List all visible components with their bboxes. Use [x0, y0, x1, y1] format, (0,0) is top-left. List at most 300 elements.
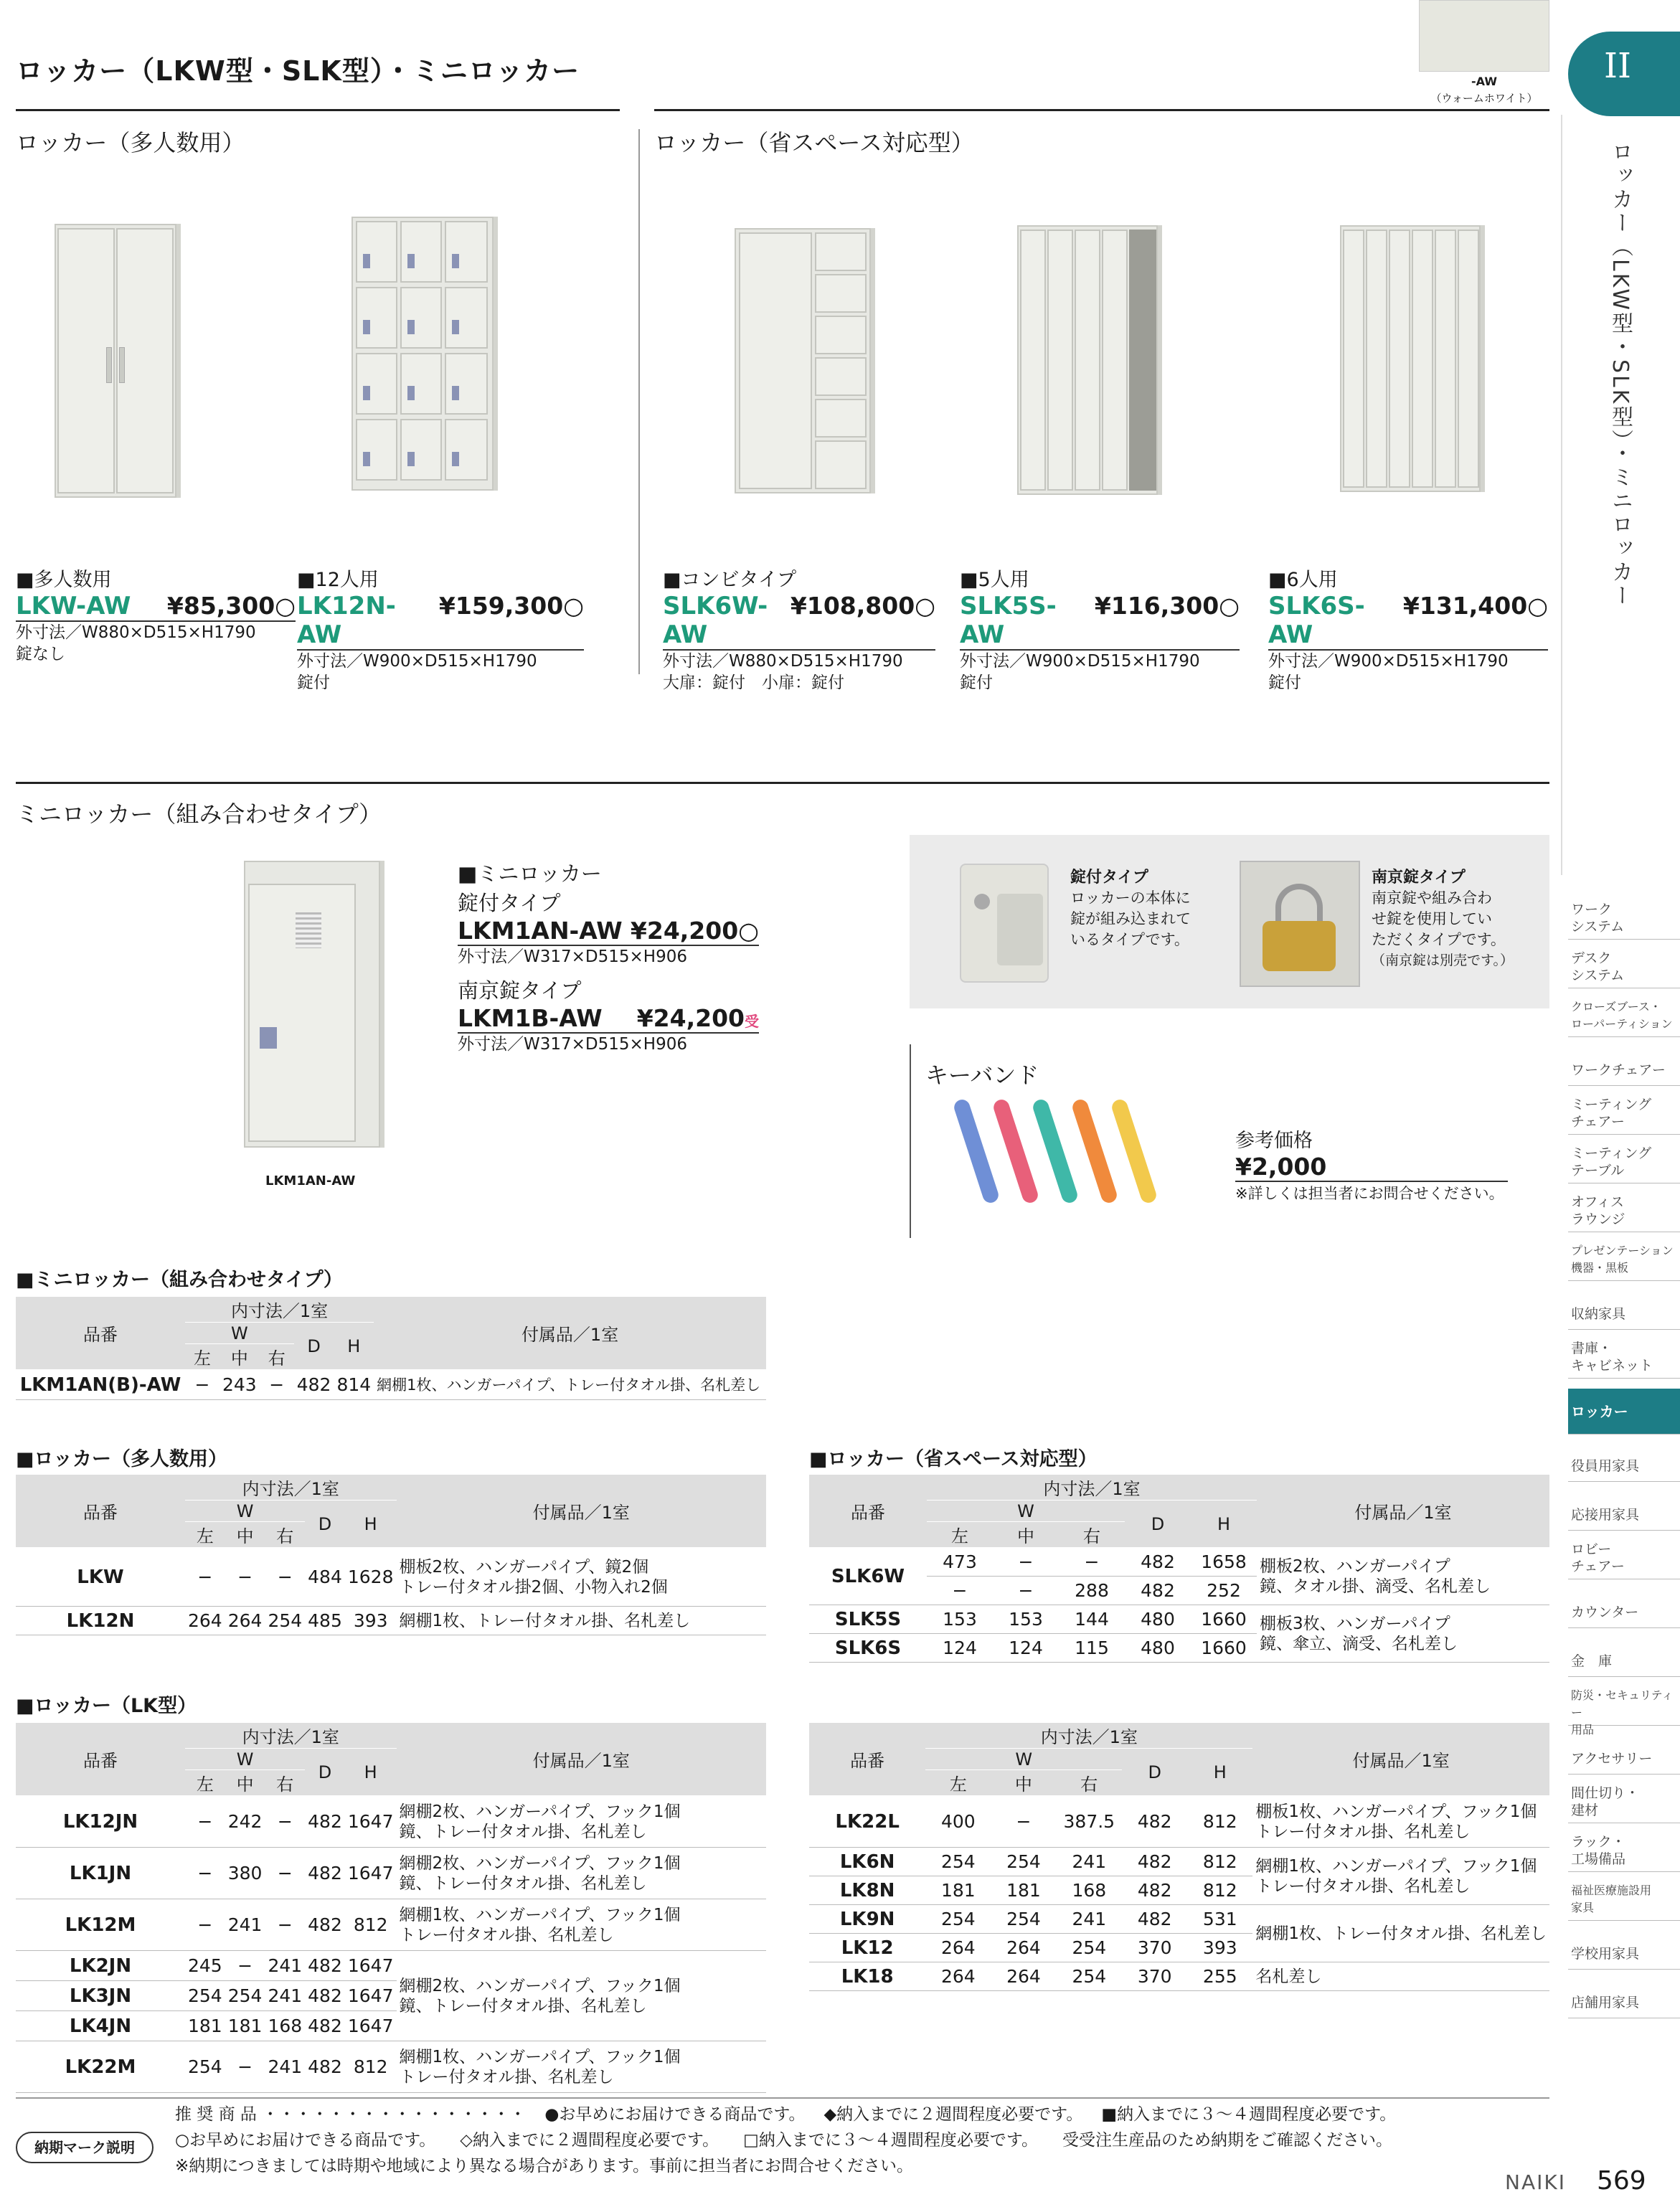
th-right: 右	[265, 1770, 305, 1796]
th-h: H	[334, 1323, 374, 1370]
acc-line: 網棚1枚、ハンガーパイプ、フック1個	[1255, 1856, 1537, 1876]
cell: −	[185, 1370, 220, 1400]
cell: 264	[225, 1607, 265, 1635]
title-rule-right	[654, 109, 1549, 111]
table-space	[809, 1475, 1549, 1663]
th-acc: 付属品／1室	[397, 1723, 767, 1796]
th-d: D	[294, 1323, 334, 1370]
cell: 473	[927, 1548, 993, 1577]
acc-line: 鏡、傘立、滴受、名札差し	[1260, 1634, 1458, 1653]
keyband-band-4	[1070, 1097, 1118, 1204]
cell: 482	[305, 1899, 345, 1951]
cell: 264	[185, 1607, 225, 1635]
sidebar-item-storage[interactable]: 収納家具	[1568, 1291, 1680, 1330]
legend-note: ※納期につきましては時期や地域により異なる場合があります。事前に担当者にお問合せください。	[175, 2157, 913, 2175]
cell: 1660	[1191, 1634, 1257, 1663]
cell: 482	[305, 1951, 345, 1981]
lock-type-a-title: 錠付タイプ	[1070, 869, 1148, 887]
table-row	[16, 1370, 766, 1400]
lock-text-line: いるタイプです。	[1070, 931, 1189, 948]
delivery-mark: ○	[738, 917, 759, 945]
lock-type-b-text	[1372, 888, 1514, 971]
cell: 1647	[345, 2011, 397, 2041]
mini-sub1: 錠付タイプ	[458, 891, 561, 915]
cell: 482	[1122, 1796, 1187, 1848]
product-dims: 外寸法／W900×D515×H1790	[1268, 652, 1509, 671]
color-name: （ウォームホワイト）	[1430, 92, 1538, 105]
acc-line: 棚板3枚、ハンガーパイプ	[1260, 1614, 1450, 1633]
mini-image-caption: LKM1AN-AW	[265, 1173, 356, 1189]
product-note: 大扉：錠付 小扉：錠付	[663, 674, 844, 692]
cell: 181	[925, 1876, 991, 1905]
sidebar-item-reception[interactable]: 応接用家具	[1568, 1492, 1680, 1531]
cell: 482	[305, 1981, 345, 2011]
table-row	[809, 1796, 1549, 1848]
cell: 814	[334, 1370, 374, 1400]
th-h: H	[345, 1749, 397, 1796]
table-row	[809, 1605, 1549, 1634]
delivery-legend	[175, 2102, 1396, 2179]
cell: 288	[1059, 1577, 1125, 1605]
cell	[397, 1548, 767, 1607]
cell: 254	[225, 1981, 265, 2011]
th-right: 右	[260, 1344, 294, 1370]
mini-dims2: 外寸法／W317×D515×H906	[458, 1035, 687, 1054]
cell: 812	[345, 1899, 397, 1951]
side-divider	[1561, 115, 1562, 875]
section-space-heading: ロッカー（省スペース対応型）	[654, 129, 974, 156]
lk12n-locker-image	[351, 217, 494, 491]
th-left: 左	[185, 1770, 225, 1796]
cell: LKW	[16, 1548, 185, 1607]
keyband-band-5	[1110, 1097, 1158, 1204]
cell: −	[993, 1577, 1059, 1605]
cell: 245	[185, 1951, 225, 1981]
table-row	[809, 1848, 1549, 1876]
keyband-band-3	[1031, 1097, 1079, 1204]
table-multi	[16, 1475, 766, 1635]
cell: 241	[265, 1981, 305, 2011]
product-slk6s	[1268, 564, 1548, 694]
product-price: ¥131,400	[1402, 592, 1528, 620]
cell: 387.5	[1056, 1796, 1122, 1848]
th-mid: 中	[225, 1522, 265, 1548]
lock-text-line: （南京錠は別売です。）	[1372, 953, 1514, 968]
th-left: 左	[927, 1522, 993, 1548]
keyband-price-block	[1235, 1125, 1508, 1204]
keyband-band-1	[952, 1097, 1000, 1204]
cell: −	[265, 1848, 305, 1899]
acc-line: 網棚1枚、ハンガーパイプ、フック1個	[399, 1905, 681, 1924]
cell: 254	[991, 1905, 1056, 1934]
sidebar-item-booth[interactable]: クローズブース・ ローパーティション	[1568, 998, 1680, 1037]
chapter-number: II	[1604, 46, 1631, 86]
cell: 254	[1056, 1962, 1122, 1991]
cell: 254	[925, 1848, 991, 1876]
brand-name: NAIKI	[1505, 2170, 1566, 2194]
cell: 241	[225, 1899, 265, 1951]
cell: 網棚1枚、ハンガーパイプ、トレー付タオル掛、名札差し	[374, 1370, 766, 1400]
table-row	[16, 1607, 766, 1635]
cell: 482	[1125, 1577, 1191, 1605]
legend-3to4weeks-recommended: ■納入までに３～４週間程度必要です。	[1101, 2105, 1397, 2124]
product-lk12n	[297, 564, 584, 694]
cell: 1647	[345, 1848, 397, 1899]
mini-section-rule	[16, 782, 1549, 784]
mini-model2: LKM1B-AW	[458, 1004, 603, 1032]
cell: 482	[305, 1848, 345, 1899]
cell: 241	[1056, 1905, 1122, 1934]
acc-line: 網棚1枚、ハンガーパイプ、フック1個	[399, 2047, 681, 2066]
slk5s-locker-image	[1017, 225, 1158, 495]
cell: 482	[1122, 1905, 1187, 1934]
cell	[397, 1848, 767, 1899]
lock-text-line: ロッカーの本体に	[1070, 889, 1191, 907]
mini-model1: LKM1AN-AW	[458, 917, 623, 945]
th-code: 品番	[809, 1475, 927, 1548]
sidebar-item-lounge[interactable]: オフィス ラウンジ	[1568, 1194, 1680, 1232]
cell: −	[225, 2041, 265, 2093]
cell: 393	[1187, 1934, 1252, 1962]
th-d: D	[305, 1749, 345, 1796]
cell: −	[1059, 1548, 1125, 1577]
delivery-mark: ○	[915, 592, 935, 620]
acc-line: トレー付タオル掛、名札差し	[1255, 1822, 1471, 1841]
table-lk-title: ■ロッカー（LK型）	[16, 1695, 197, 1717]
cell: 241	[265, 1951, 305, 1981]
cell: LK12M	[16, 1899, 185, 1951]
product-price: ¥85,300	[166, 592, 275, 620]
cell: 400	[925, 1796, 991, 1848]
table-multi-title: ■ロッカー（多人数用）	[16, 1448, 227, 1470]
cell: 482	[1122, 1876, 1187, 1905]
cell: −	[185, 1848, 225, 1899]
cell: 531	[1187, 1905, 1252, 1934]
color-swatch	[1419, 0, 1549, 72]
product-note: 錠付	[297, 674, 330, 692]
sidebar-item-safe[interactable]: 金 庫	[1568, 1638, 1680, 1677]
legend-2weeks: ◇納入までに２週間程度必要です。	[460, 2131, 719, 2150]
padlock-image	[1240, 861, 1360, 987]
product-note: 錠付	[1268, 674, 1301, 692]
keyband-band-2	[991, 1097, 1039, 1204]
cell: 482	[305, 1796, 345, 1848]
cell: 115	[1059, 1634, 1125, 1663]
cell: 124	[927, 1634, 993, 1663]
slk6w-locker-image	[735, 228, 871, 493]
th-right: 右	[1056, 1770, 1122, 1796]
product-category: ■多人数用	[16, 569, 112, 591]
table-lk	[16, 1723, 766, 2093]
th-w: W	[927, 1501, 1125, 1522]
lock-text-line: 南京錠や組み合わ	[1372, 889, 1492, 907]
sidebar-item-desk-system[interactable]: デスク システム	[1568, 950, 1680, 988]
legend-2weeks-recommended: ◆納入までに２週間程度必要です。	[824, 2105, 1083, 2124]
cell: −	[185, 1899, 225, 1951]
th-code: 品番	[809, 1723, 925, 1796]
footer-rule	[16, 2097, 1549, 2099]
acc-line: 網棚2枚、ハンガーパイプ、フック1個	[399, 1802, 681, 1821]
cell: 181	[225, 2011, 265, 2041]
cell: 812	[1187, 1796, 1252, 1848]
cell	[1252, 1848, 1549, 1905]
cell: 264	[991, 1962, 1056, 1991]
th-acc: 付属品／1室	[397, 1475, 767, 1548]
cell: −	[185, 1796, 225, 1848]
cell: LK9N	[809, 1905, 925, 1934]
th-mid: 中	[991, 1770, 1056, 1796]
cell: 241	[265, 2041, 305, 2093]
page-title: ロッカー（LKW型・SLK型）・ミニロッカー	[16, 55, 580, 87]
cell: 485	[305, 1607, 345, 1635]
cell: 名札差し	[1252, 1962, 1549, 1991]
cell: 370	[1122, 1962, 1187, 1991]
sidebar-item-welfare[interactable]: 福祉医療施設用 家具	[1568, 1882, 1680, 1921]
cell: 254	[185, 1981, 225, 2011]
cell: 264	[925, 1934, 991, 1962]
sidebar-item-cabinet[interactable]: 書庫・ キャビネット	[1568, 1340, 1680, 1379]
cell: −	[993, 1548, 1059, 1577]
product-dims: 外寸法／W880×D515×H1790	[16, 623, 256, 642]
cell: 153	[993, 1605, 1059, 1634]
table-row	[16, 2041, 766, 2093]
product-model: SLK6S-AW	[1268, 592, 1365, 649]
sidebar-item-meeting-chair[interactable]: ミーティング チェアー	[1568, 1096, 1680, 1135]
cell: 254	[925, 1905, 991, 1934]
cell: −	[991, 1796, 1056, 1848]
color-code: -AW	[1471, 75, 1497, 88]
product-slk6w	[663, 564, 935, 694]
legend-3to4weeks: □納入までに３～４週間程度必要です。	[743, 2131, 1038, 2150]
acc-line: 網棚2枚、ハンガーパイプ、フック1個	[399, 1976, 681, 1995]
th-inner: 内寸法／1室	[185, 1297, 374, 1323]
cell	[1257, 1548, 1549, 1605]
cell: LK2JN	[16, 1951, 185, 1981]
sidebar-item-work-system[interactable]: ワーク システム	[1568, 901, 1680, 940]
cell: 181	[991, 1876, 1056, 1905]
page-number: 569	[1597, 2166, 1646, 2196]
cell: 242	[225, 1796, 265, 1848]
cell: LK4JN	[16, 2011, 185, 2041]
product-model: LK12N-AW	[297, 592, 396, 649]
table-row	[16, 1848, 766, 1899]
product-dims: 外寸法／W880×D515×H1790	[663, 652, 903, 671]
cell: SLK5S	[809, 1605, 927, 1634]
cell: −	[927, 1577, 993, 1605]
cell: −	[265, 1796, 305, 1848]
lock-text-line: 錠が組み込まれて	[1070, 910, 1191, 927]
delivery-mark: ○	[563, 592, 584, 620]
table-mini	[16, 1297, 766, 1400]
product-price: ¥159,300	[438, 592, 564, 620]
keyband-ref-label: 参考価格	[1235, 1130, 1313, 1152]
keyband-image	[968, 1097, 1184, 1241]
section-divider	[638, 129, 640, 674]
sidebar-item-meeting-table[interactable]: ミーティング テーブル	[1568, 1145, 1680, 1183]
mini-locker-image	[244, 861, 380, 1148]
th-mid: 中	[225, 1770, 265, 1796]
cell: 1660	[1191, 1605, 1257, 1634]
cell: −	[265, 1899, 305, 1951]
cell: 144	[1059, 1605, 1125, 1634]
th-d: D	[1122, 1749, 1187, 1796]
sidebar-item-locker[interactable]: ロッカー	[1568, 1389, 1680, 1435]
product-category: ■コンビタイプ	[663, 569, 797, 591]
title-rule	[16, 109, 620, 111]
cell: SLK6S	[809, 1634, 927, 1663]
th-inner: 内寸法／1室	[185, 1475, 397, 1501]
cell: −	[260, 1370, 294, 1400]
sidebar-item-executive[interactable]: 役員用家具	[1568, 1443, 1680, 1482]
lock-text-line: ただくタイプです。	[1372, 931, 1506, 948]
cell: −	[265, 1548, 305, 1607]
lock-text-line: せ錠を使用してい	[1372, 910, 1492, 927]
legend-fast: ○お早めにお届けできる商品です。	[175, 2131, 436, 2150]
cell: 1647	[345, 1951, 397, 1981]
th-w: W	[185, 1323, 294, 1344]
product-category: ■5人用	[960, 569, 1029, 591]
cell	[397, 2041, 767, 2093]
acc-line: トレー付タオル掛、名札差し	[1255, 1876, 1471, 1896]
cell: −	[225, 1951, 265, 1981]
cell: LK8N	[809, 1876, 925, 1905]
table-row	[809, 1962, 1549, 1991]
cell: 241	[1056, 1848, 1122, 1876]
cell: LK12N	[16, 1607, 185, 1635]
cell: LK3JN	[16, 1981, 185, 2011]
th-d: D	[305, 1501, 345, 1548]
sidebar-item-accessory[interactable]: アクセサリー	[1568, 1736, 1680, 1775]
cell: LK18	[809, 1962, 925, 1991]
cell: 124	[993, 1634, 1059, 1663]
th-h: H	[1191, 1501, 1257, 1548]
acc-line: 棚板2枚、ハンガーパイプ、鏡2個	[399, 1557, 649, 1577]
acc-line: 棚板2枚、ハンガーパイプ	[1260, 1556, 1450, 1576]
mini-product-block	[458, 858, 759, 1055]
section-mini-heading: ミニロッカー（組み合わせタイプ）	[16, 800, 382, 828]
cell: 264	[991, 1934, 1056, 1962]
cell: 153	[927, 1605, 993, 1634]
acc-line: トレー付タオル掛、名札差し	[399, 1925, 614, 1945]
cell: LK6N	[809, 1848, 925, 1876]
cell: 168	[265, 2011, 305, 2041]
cell: LK12JN	[16, 1796, 185, 1848]
th-w: W	[925, 1749, 1122, 1770]
table-row	[16, 1796, 766, 1848]
th-code: 品番	[16, 1723, 185, 1796]
sidebar-item-presentation[interactable]: プレゼンテーション 機器・黒板	[1568, 1242, 1680, 1281]
cell: 254	[991, 1848, 1056, 1876]
cell: −	[185, 1548, 225, 1607]
delivery-mark: ○	[1527, 592, 1548, 620]
sidebar-item-rack[interactable]: ラック・ 工場備品	[1568, 1833, 1680, 1872]
product-model: LKW-AW	[16, 592, 131, 620]
lock-type-a-image	[960, 864, 1049, 983]
sidebar-item-lobby-chair[interactable]: ロビー チェアー	[1568, 1541, 1680, 1579]
cell: 255	[1187, 1962, 1252, 1991]
cell: 243	[220, 1370, 260, 1400]
cell: 370	[1122, 1934, 1187, 1962]
side-vertical-title: ロッカー（LKW型・SLK型）・ミニロッカー	[1608, 141, 1633, 608]
th-code: 品番	[16, 1297, 185, 1370]
sidebar-item-counter[interactable]: カウンター	[1568, 1589, 1680, 1628]
th-right: 右	[265, 1522, 305, 1548]
sidebar-item-school[interactable]: 学校用家具	[1568, 1931, 1680, 1970]
acc-line: 鏡、トレー付タオル掛、名札差し	[399, 1822, 647, 1841]
cell: 168	[1056, 1876, 1122, 1905]
cell: 1647	[345, 1981, 397, 2011]
cell: 264	[925, 1962, 991, 1991]
cell: LKM1AN(B)-AW	[16, 1370, 185, 1400]
keyband-divider	[910, 1044, 911, 1238]
product-model: SLK5S-AW	[960, 592, 1057, 649]
cell: 1628	[345, 1548, 397, 1607]
th-left: 左	[185, 1522, 225, 1548]
delivery-mark: 受	[745, 1013, 759, 1030]
table-row	[16, 1899, 766, 1951]
acc-line: トレー付タオル掛、名札差し	[399, 2067, 614, 2087]
cell: 254	[1056, 1934, 1122, 1962]
th-left: 左	[185, 1344, 220, 1370]
table-row	[16, 1951, 766, 1981]
cell: 393	[345, 1607, 397, 1635]
cell: 812	[345, 2041, 397, 2093]
cell: 482	[294, 1370, 334, 1400]
mini-sub2: 南京錠タイプ	[458, 978, 582, 1003]
product-slk5s	[960, 564, 1240, 694]
th-mid: 中	[220, 1344, 260, 1370]
th-mid: 中	[993, 1522, 1059, 1548]
acc-line: 鏡、トレー付タオル掛、名札差し	[399, 1873, 647, 1893]
cell	[397, 1951, 767, 2041]
acc-line: 棚板1枚、ハンガーパイプ、フック1個	[1255, 1802, 1537, 1821]
sidebar-item-work-chair[interactable]: ワークチェアー	[1568, 1047, 1680, 1086]
cell: 482	[1125, 1548, 1191, 1577]
cell: LK22L	[809, 1796, 925, 1848]
delivery-mark: ○	[1219, 592, 1240, 620]
cell: 380	[225, 1848, 265, 1899]
product-category: ■6人用	[1268, 569, 1338, 591]
cell	[397, 1796, 767, 1848]
cell: 812	[1187, 1876, 1252, 1905]
cell: 181	[185, 2011, 225, 2041]
sidebar-item-security[interactable]: 防災・セキュリティー 用品	[1568, 1687, 1680, 1726]
sidebar-item-partition[interactable]: 間仕切り・ 建材	[1568, 1785, 1680, 1823]
mini-price1: ¥24,200	[630, 917, 739, 945]
keyband-price: ¥2,000	[1235, 1153, 1508, 1182]
lock-info-box	[910, 835, 1549, 1008]
mini-price2: ¥24,200	[636, 1004, 745, 1032]
sidebar-item-store[interactable]: 店舗用家具	[1568, 1980, 1680, 2018]
product-price: ¥116,300	[1094, 592, 1219, 620]
th-left: 左	[925, 1770, 991, 1796]
cell: 252	[1191, 1577, 1257, 1605]
legend-fast-recommended: ●お早めにお届けできる商品です。	[544, 2105, 806, 2124]
keyband-note: ※詳しくは担当者にお問合せください。	[1235, 1185, 1504, 1202]
table-row	[809, 1548, 1549, 1577]
cell: SLK6W	[809, 1548, 927, 1605]
product-price: ¥108,800	[790, 592, 915, 620]
th-acc: 付属品／1室	[1252, 1723, 1549, 1796]
lock-type-a-text	[1070, 888, 1191, 950]
cell: 482	[305, 2011, 345, 2041]
delivery-legend-label: 納期マーク説明	[16, 2132, 154, 2163]
table-lk-right	[809, 1723, 1549, 1991]
table-space-title: ■ロッカー（省スペース対応型）	[809, 1448, 1098, 1470]
th-inner: 内寸法／1室	[927, 1475, 1257, 1501]
cell: LK12	[809, 1934, 925, 1962]
cell: 812	[1187, 1848, 1252, 1876]
